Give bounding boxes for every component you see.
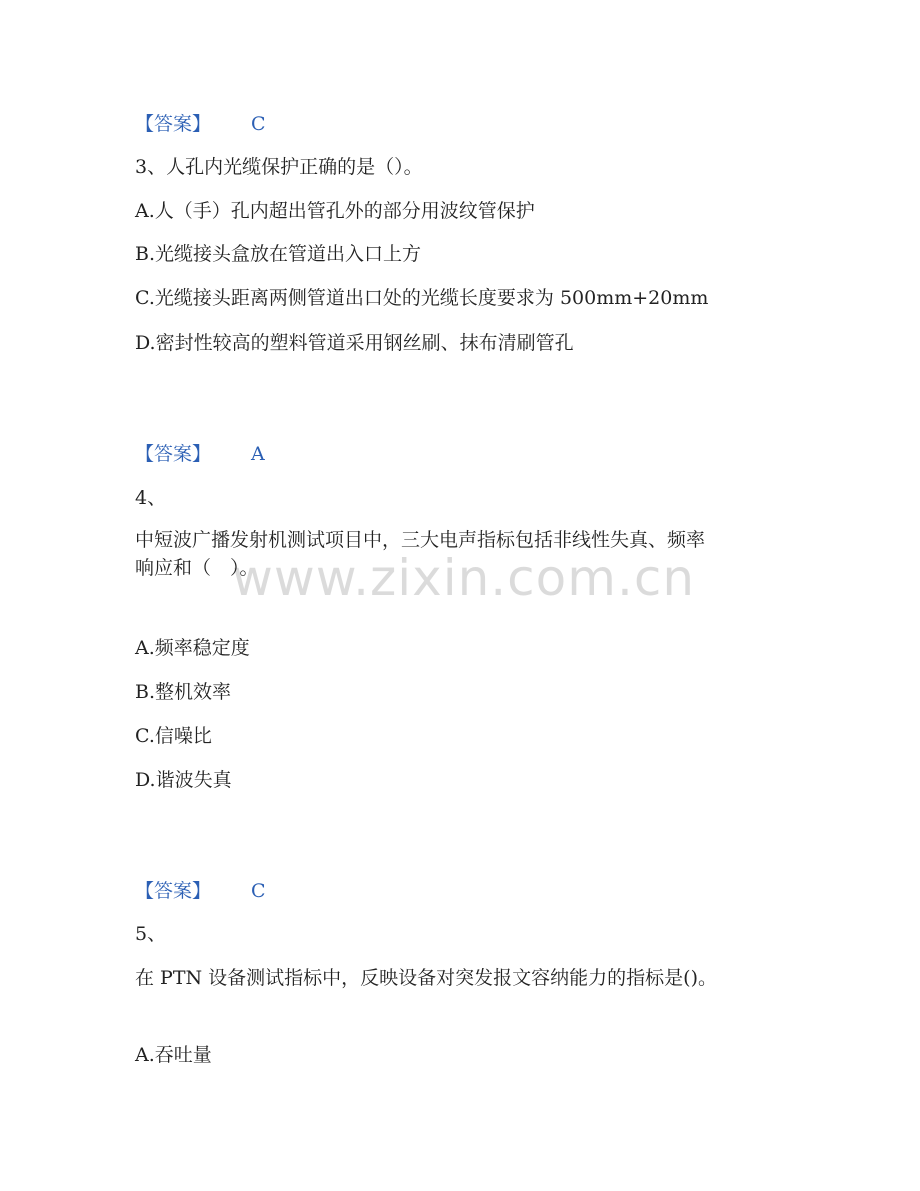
q3-answer-label: 【答案】 (135, 443, 212, 465)
q2-answer-label: 【答案】 (135, 113, 212, 135)
q3-answer (135, 442, 265, 466)
q4-option-d: D.谐波失真 (135, 769, 232, 791)
q4-option-a: A.频率稳定度 (135, 637, 250, 659)
q5-stem: 在 PTN 设备测试指标中，反映设备对突发报文容纳能力的指标是()。 (135, 967, 717, 989)
q4-number: 4、 (135, 487, 167, 509)
q5-option-a: A.吞吐量 (135, 1044, 212, 1066)
q5-number: 5、 (135, 923, 167, 945)
q3-option-b: B.光缆接头盒放在管道出入口上方 (135, 243, 422, 265)
q4-answer (135, 879, 266, 903)
q4-option-b: B.整机效率 (135, 681, 232, 703)
q4-answer-label: 【答案】 (135, 880, 212, 902)
q2-answer-value: C (251, 113, 266, 135)
q4-option-c: C.信噪比 (135, 725, 212, 747)
q3-option-d: D.密封性较高的塑料管道采用钢丝刷、抹布清刷管孔 (135, 332, 574, 354)
q3-option-a: A.人（手）孔内超出管孔外的部分用波纹管保护 (135, 200, 535, 222)
q3-stem: 3、人孔内光缆保护正确的是（）。 (135, 156, 423, 178)
q3-answer-value: A (251, 443, 265, 465)
q2-answer (135, 112, 266, 136)
q4-stem-line2: 响应和（ ）。 (135, 557, 259, 579)
q4-answer-value: C (251, 880, 266, 902)
q4-stem-line1: 中短波广播发射机测试项目中，三大电声指标包括非线性失真、频率 (135, 529, 706, 551)
watermark: www.zixin.com.cn (232, 549, 696, 607)
q3-option-c: C.光缆接头距离两侧管道出口处的光缆长度要求为 500mm+20mm (135, 287, 709, 309)
